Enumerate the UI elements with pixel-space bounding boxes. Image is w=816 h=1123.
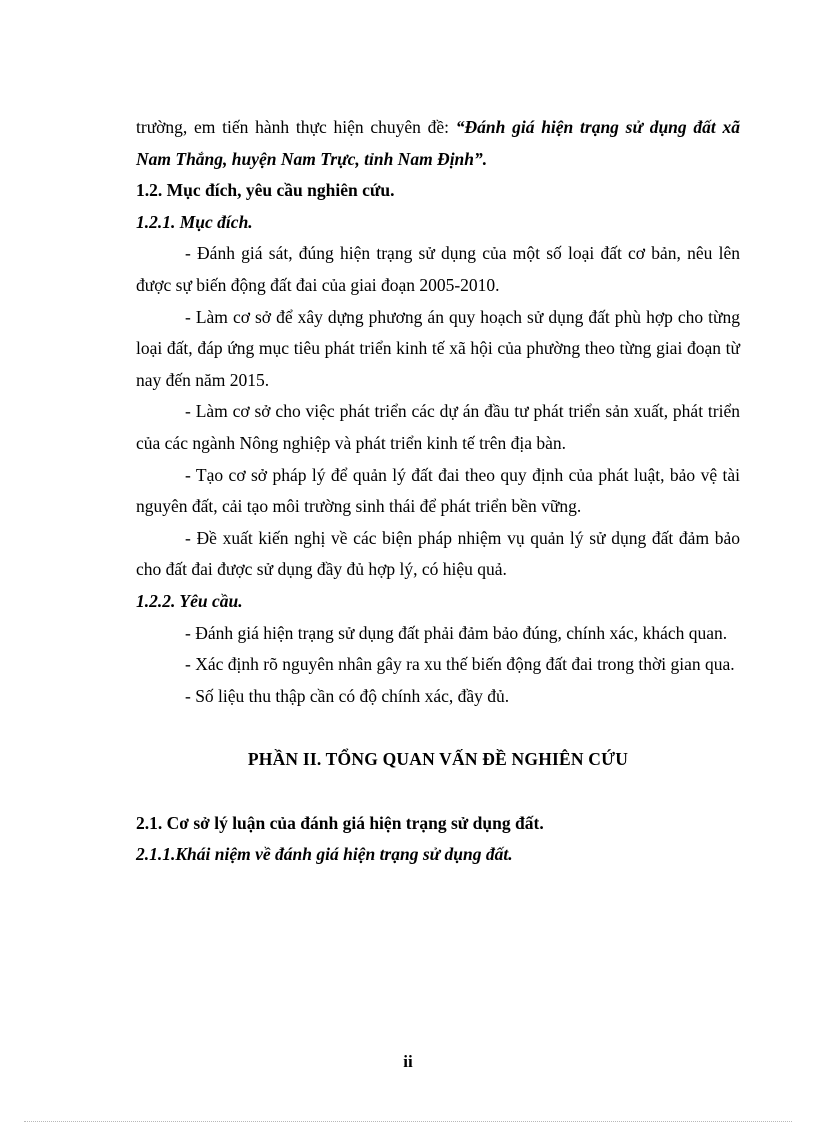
requirement-item-2: - Xác định rõ nguyên nhân gây ra xu thế biến động đất đai trong thời gian qua. <box>185 654 735 675</box>
intro-lead: trường, em tiến hành thực hiện chuyên đề: <box>136 117 456 137</box>
purpose-item-5: - Đề xuất kiến nghị về các biện pháp nhiệm vụ quản lý sử dụng đất đảm bảo cho đất đai được sử dụng đầy đủ hợp lý, có hiệu quả. <box>136 527 740 580</box>
part-2-title: PHẦN II. TỔNG QUAN VẤN ĐỀ NGHIÊN CỨU <box>247 749 629 770</box>
requirement-item-3: - Số liệu thu thập cần có độ chính xác, đầy đủ. <box>185 685 510 706</box>
intro-paragraph <box>136 112 740 175</box>
requirement-item-1: - Đánh giá hiện trạng sử dụng đất phải đảm bảo đúng, chính xác, khách quan. <box>185 622 728 643</box>
purpose-item-2: - Làm cơ sở để xây dựng phương án quy hoạch sử dụng đất phù hợp cho từng loại đất, đáp ứng mục tiêu phát triển kinh tế xã hội của phường theo từng giai đoạn từ nay đến năm 2015. <box>136 306 740 390</box>
page-bottom-divider <box>24 1121 792 1122</box>
purpose-item-4: - Tạo cơ sở pháp lý để quản lý đất đai theo quy định của phát luật, bảo vệ tài nguyên đất, cải tạo môi trường sinh thái để phát triển bền vững. <box>136 464 740 517</box>
purpose-item-1: - Đánh giá sát, đúng hiện trạng sử dụng của một số loại đất cơ bản, nêu lên được sự biến động đất đai của giai đoạn 2005-2010. <box>136 243 740 295</box>
topic-title: “Đánh giá hiện trạng sử dụng đất xã Nam Thắng, huyện Nam Trực, tỉnh Nam Định”. <box>136 117 740 169</box>
section-1-2-1-heading: 1.2.1. Mục đích. <box>136 211 253 232</box>
page-number: ii <box>403 1052 413 1071</box>
section-2-1-1-heading: 2.1.1.Khái niệm về đánh giá hiện trạng sử dụng đất. <box>136 844 513 865</box>
section-1-2-2-heading: 1.2.2. Yêu cầu. <box>136 590 243 611</box>
section-2-1-heading: 2.1. Cơ sở lý luận của đánh giá hiện trạng sử dụng đất. <box>136 812 544 833</box>
purpose-item-3: - Làm cơ sở cho việc phát triển các dự án đầu tư phát triển sản xuất, phát triển của các ngành Nông nghiệp và phát triển kinh tế trên địa bàn. <box>136 401 740 453</box>
section-1-2-heading: 1.2. Mục đích, yêu cầu nghiên cứu. <box>136 180 395 201</box>
page-content <box>136 112 740 871</box>
